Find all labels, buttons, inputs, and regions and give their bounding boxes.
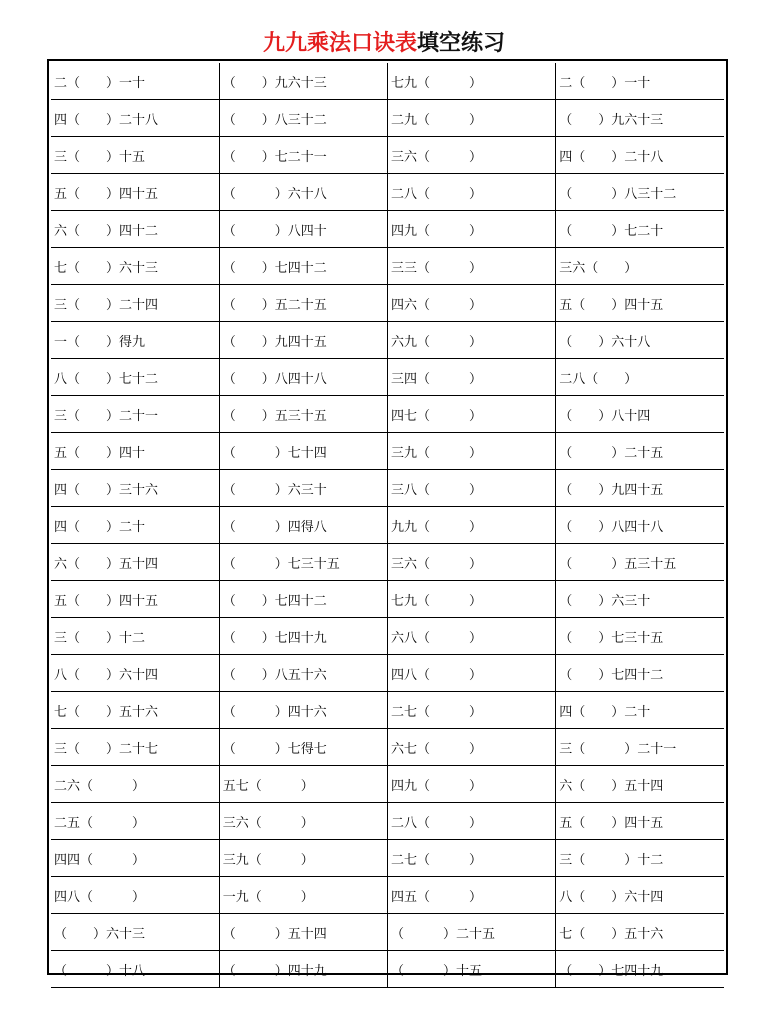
exercise-cell: （ ）八四十 <box>219 211 387 248</box>
exercise-cell: 六（ ）四十二 <box>51 211 219 248</box>
table-row <box>51 396 724 433</box>
exercise-cell: 三九（ ） <box>388 433 556 470</box>
exercise-cell: （ ）四十九 <box>219 951 387 988</box>
exercise-cell: 四九（ ） <box>388 766 556 803</box>
exercise-cell: 七（ ）六十三 <box>51 248 219 285</box>
exercise-cell: （ ）七十四 <box>219 433 387 470</box>
exercise-table <box>51 63 724 988</box>
exercise-cell: （ ）六十八 <box>219 174 387 211</box>
exercise-cell: 二七（ ） <box>388 692 556 729</box>
exercise-cell: （ ）五二十五 <box>219 285 387 322</box>
table-row <box>51 285 724 322</box>
table-row <box>51 729 724 766</box>
table-row <box>51 359 724 396</box>
table-row <box>51 655 724 692</box>
exercise-cell: 八（ ）六十四 <box>51 655 219 692</box>
exercise-cell: 三六（ ） <box>219 803 387 840</box>
exercise-cell: 五（ ）四十五 <box>556 285 724 322</box>
exercise-cell: （ ）八四十八 <box>219 359 387 396</box>
exercise-cell: 三六（ ） <box>388 137 556 174</box>
exercise-cell: （ ）八十四 <box>556 396 724 433</box>
exercise-cell: 三四（ ） <box>388 359 556 396</box>
exercise-cell: 四七（ ） <box>388 396 556 433</box>
exercise-cell: （ ）六三十 <box>219 470 387 507</box>
exercise-cell: 五（ ）四十五 <box>51 174 219 211</box>
exercise-cell: 四（ ）二十八 <box>556 137 724 174</box>
exercise-cell: 三六（ ） <box>556 248 724 285</box>
table-row <box>51 322 724 359</box>
exercise-cell: 三（ ）二十四 <box>51 285 219 322</box>
exercise-cell: 四五（ ） <box>388 877 556 914</box>
exercise-cell: 二八（ ） <box>556 359 724 396</box>
table-row <box>51 248 724 285</box>
exercise-cell: 九九（ ） <box>388 507 556 544</box>
exercise-cell: （ ）九四十五 <box>556 470 724 507</box>
exercise-cell: 一（ ）得九 <box>51 322 219 359</box>
exercise-cell: 六（ ）五十四 <box>556 766 724 803</box>
table-row <box>51 137 724 174</box>
exercise-cell: 三（ ）二十一 <box>556 729 724 766</box>
exercise-cell: 六七（ ） <box>388 729 556 766</box>
exercise-cell: 六（ ）五十四 <box>51 544 219 581</box>
exercise-cell: （ ）十八 <box>51 951 219 988</box>
exercise-cell: 一九（ ） <box>219 877 387 914</box>
exercise-cell: （ ）八三十二 <box>556 174 724 211</box>
exercise-cell: （ ）七四十二 <box>556 655 724 692</box>
exercise-cell: （ ）五三十五 <box>556 544 724 581</box>
exercise-cell: （ ）七二十 <box>556 211 724 248</box>
table-row <box>51 877 724 914</box>
exercise-cell: （ ）八三十二 <box>219 100 387 137</box>
exercise-cell: 六九（ ） <box>388 322 556 359</box>
table-row <box>51 544 724 581</box>
exercise-cell: （ ）五三十五 <box>219 396 387 433</box>
exercise-cell: （ ）十五 <box>388 951 556 988</box>
exercise-cell: 四四（ ） <box>51 840 219 877</box>
exercise-cell: 三三（ ） <box>388 248 556 285</box>
exercise-cell: 二七（ ） <box>388 840 556 877</box>
exercise-cell: （ ）六十八 <box>556 322 724 359</box>
exercise-cell: （ ）七四十九 <box>219 618 387 655</box>
table-row <box>51 470 724 507</box>
exercise-cell: 四（ ）二十 <box>556 692 724 729</box>
exercise-cell: 五（ ）四十五 <box>556 803 724 840</box>
table-row <box>51 211 724 248</box>
exercise-cell: （ ）七三十五 <box>219 544 387 581</box>
exercise-cell: 七九（ ） <box>388 63 556 100</box>
exercise-cell: 四（ ）三十六 <box>51 470 219 507</box>
exercise-cell: 五（ ）四十五 <box>51 581 219 618</box>
table-row <box>51 433 724 470</box>
exercise-cell: （ ）五十四 <box>219 914 387 951</box>
exercise-cell: 四（ ）二十 <box>51 507 219 544</box>
exercise-cell: 三（ ）十五 <box>51 137 219 174</box>
exercise-cell: 七（ ）五十六 <box>51 692 219 729</box>
table-row <box>51 581 724 618</box>
exercise-cell: （ ）六十三 <box>51 914 219 951</box>
exercise-cell: （ ）七二十一 <box>219 137 387 174</box>
exercise-cell: （ ）七四十二 <box>219 581 387 618</box>
exercise-table-body <box>51 63 724 988</box>
table-row <box>51 803 724 840</box>
exercise-cell: （ ）八四十八 <box>556 507 724 544</box>
exercise-cell: 二八（ ） <box>388 174 556 211</box>
table-row <box>51 914 724 951</box>
exercise-cell: 四六（ ） <box>388 285 556 322</box>
exercise-cell: 五（ ）四十 <box>51 433 219 470</box>
exercise-cell: （ ）七三十五 <box>556 618 724 655</box>
exercise-cell: 四八（ ） <box>51 877 219 914</box>
exercise-cell: （ ）九六十三 <box>556 100 724 137</box>
table-row <box>51 692 724 729</box>
exercise-cell: 七九（ ） <box>388 581 556 618</box>
exercise-cell: 二五（ ） <box>51 803 219 840</box>
exercise-cell: 七（ ）五十六 <box>556 914 724 951</box>
exercise-cell: （ ）二十五 <box>556 433 724 470</box>
exercise-cell: （ ）九四十五 <box>219 322 387 359</box>
exercise-cell: 二（ ）一十 <box>556 63 724 100</box>
exercise-cell: （ ）七得七 <box>219 729 387 766</box>
exercise-cell: （ ）四十六 <box>219 692 387 729</box>
worksheet-frame <box>47 59 728 979</box>
exercise-cell: 四九（ ） <box>388 211 556 248</box>
exercise-cell: 八（ ）七十二 <box>51 359 219 396</box>
table-row <box>51 840 724 877</box>
exercise-cell: 四（ ）二十八 <box>51 100 219 137</box>
exercise-cell: 二八（ ） <box>388 803 556 840</box>
page-title <box>0 28 768 60</box>
exercise-cell: 三（ ）十二 <box>51 618 219 655</box>
exercise-cell: 二九（ ） <box>388 100 556 137</box>
exercise-cell: 二（ ）一十 <box>51 63 219 100</box>
exercise-cell: 五七（ ） <box>219 766 387 803</box>
exercise-cell: 三九（ ） <box>219 840 387 877</box>
table-row <box>51 174 724 211</box>
exercise-cell: 八（ ）六十四 <box>556 877 724 914</box>
exercise-cell: （ ）七四十二 <box>219 248 387 285</box>
exercise-cell: 三（ ）二十一 <box>51 396 219 433</box>
exercise-cell: （ ）六三十 <box>556 581 724 618</box>
exercise-cell: （ ）二十五 <box>388 914 556 951</box>
table-row <box>51 63 724 100</box>
table-row <box>51 951 724 988</box>
exercise-cell: （ ）七四十九 <box>556 951 724 988</box>
table-row <box>51 507 724 544</box>
table-row <box>51 766 724 803</box>
exercise-cell: 二六（ ） <box>51 766 219 803</box>
exercise-cell: 四八（ ） <box>388 655 556 692</box>
exercise-cell: （ ）四得八 <box>219 507 387 544</box>
table-row <box>51 100 724 137</box>
exercise-cell: 三（ ）十二 <box>556 840 724 877</box>
exercise-cell: （ ）八五十六 <box>219 655 387 692</box>
exercise-cell: （ ）九六十三 <box>219 63 387 100</box>
exercise-cell: 三（ ）二十七 <box>51 729 219 766</box>
exercise-cell: 六八（ ） <box>388 618 556 655</box>
title-black-part: 填空练习 <box>417 31 506 56</box>
exercise-cell: 三六（ ） <box>388 544 556 581</box>
exercise-cell: 三八（ ） <box>388 470 556 507</box>
title-red-part: 九九乘法口诀表 <box>262 31 417 56</box>
table-row <box>51 618 724 655</box>
